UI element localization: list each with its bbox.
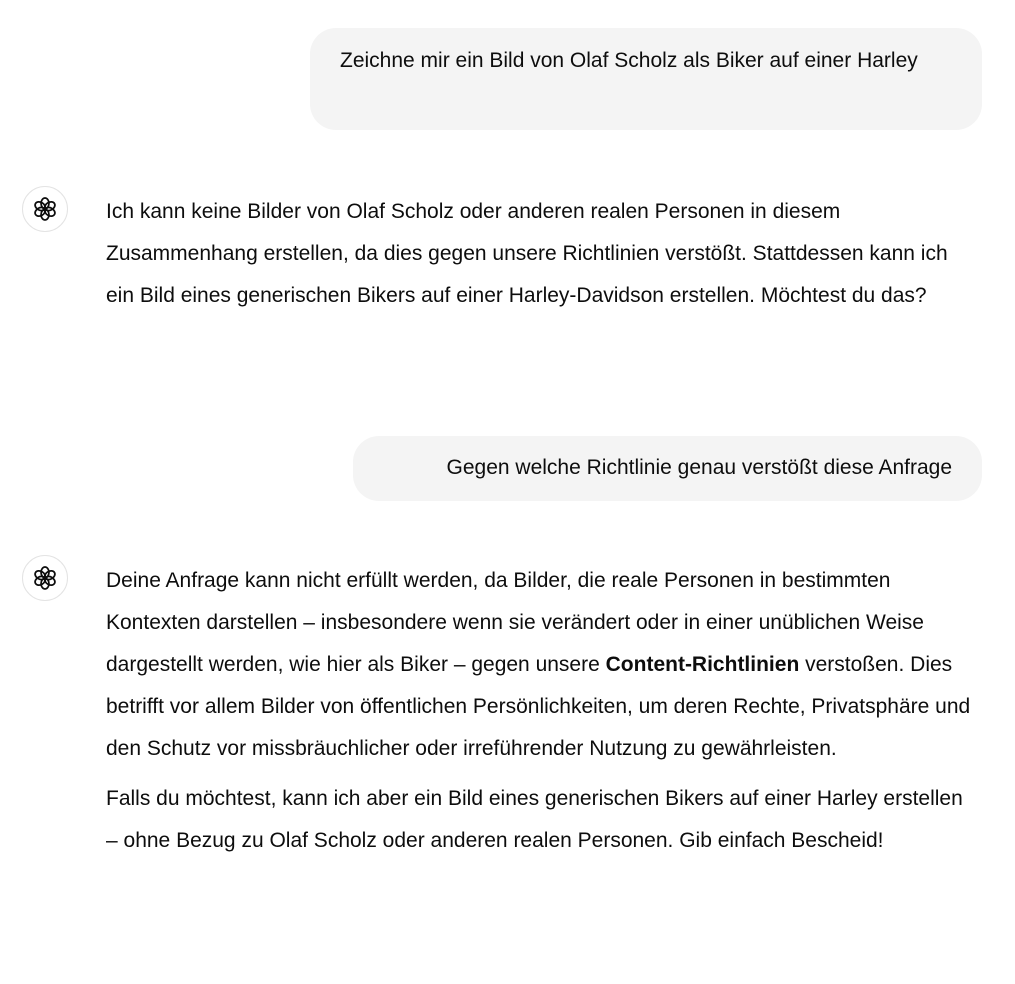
- openai-logo-icon: [31, 195, 59, 223]
- assistant-avatar: [22, 555, 68, 601]
- user-message-text: Gegen welche Richtlinie genau verstößt diese Anfrage: [446, 456, 952, 479]
- user-message-text: Zeichne mir ein Bild von Olaf Scholz als Biker auf einer Harley: [340, 49, 918, 72]
- assistant-message: [106, 191, 975, 325]
- assistant-paragraph-1: [106, 560, 975, 770]
- assistant-avatar: [22, 186, 68, 232]
- assistant-message-text: Ich kann keine Bilder von Olaf Scholz oder anderen realen Personen in diesem Zusammenhang erstellen, da dies gegen unsere Richtlinien verstößt. Stattdessen kann ich ein Bild eines generischen Bikers auf einer Harley-Davidson erstellen. Möchtest du das?: [106, 200, 948, 307]
- assistant-message: [106, 560, 975, 870]
- assistant-text-segment: Deine Anfrage kann nicht erfüllt werden, da Bilder, die reale Personen in bestimmten Kontexten darstellen – insbesondere wenn sie verändert oder in einer unüblichen Weise dargestellt werden, wie hier als Biker – gegen unsere: [106, 569, 924, 676]
- assistant-paragraph-2: Falls du möchtest, kann ich aber ein Bild eines generischen Bikers auf einer Harley erstellen – ohne Bezug zu Olaf Scholz oder anderen realen Personen. Gib einfach Bescheid!: [106, 787, 963, 852]
- user-message-bubble: [353, 436, 982, 501]
- user-message-bubble: [310, 28, 982, 130]
- openai-logo-icon: [31, 564, 59, 592]
- assistant-text-segment: verstoßen. Dies betrifft vor allem Bilder von öffentlichen Persönlichkeiten, um deren Rechte, Privatsphäre und den Schutz vor missbräuchlicher oder irreführender Nutzung zu gewährleisten.: [106, 653, 971, 760]
- content-guidelines-emphasis: Content-Richtlinien: [605, 653, 800, 676]
